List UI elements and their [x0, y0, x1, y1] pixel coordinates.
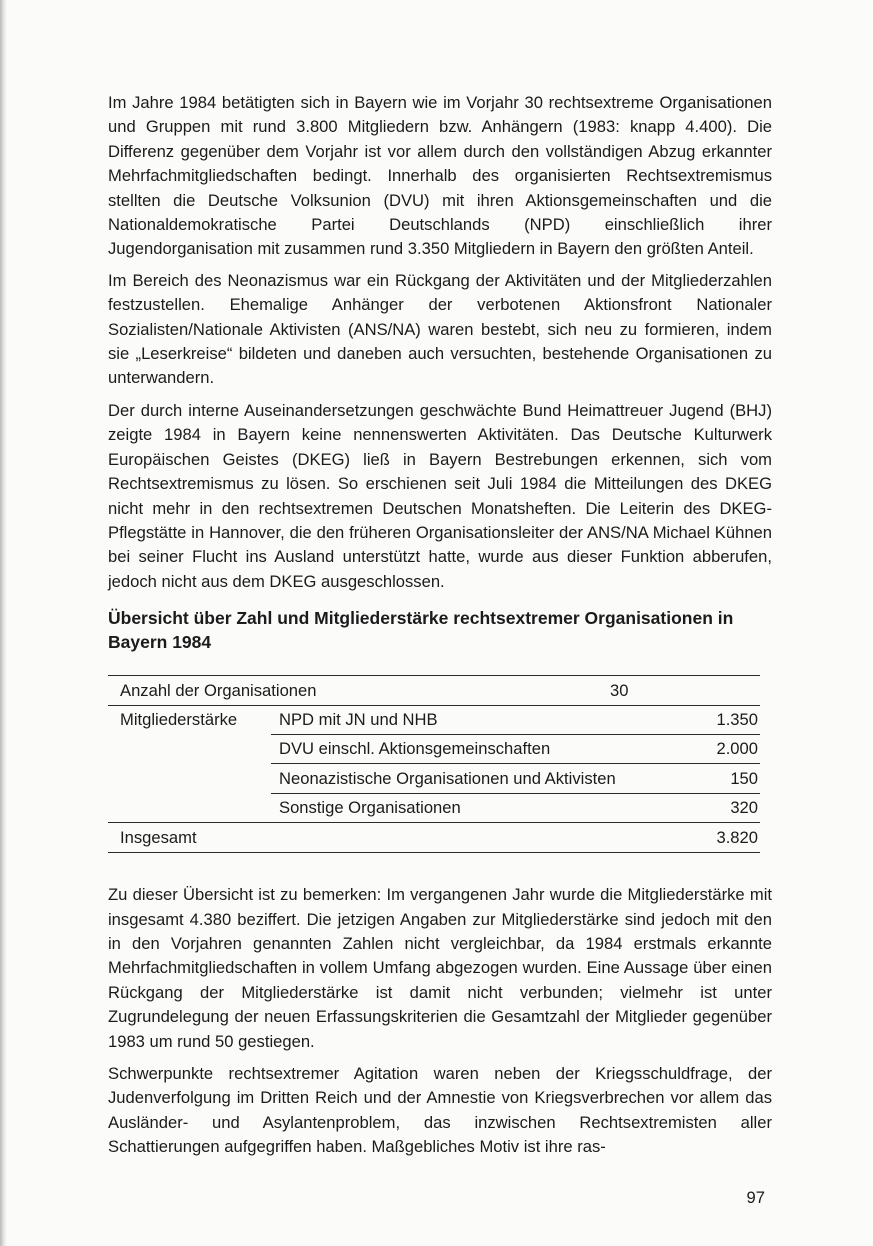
- table-rule: [108, 705, 760, 706]
- paragraph-4: Zu dieser Übersicht ist zu bemerken: Im vergangenen Jahr wurde die Mitgliederstärke mit insgesamt 4.380 beziffert. Die jetzigen Angaben zur Mitgliederstärke sind jedoch mit den in den Vorjahren genannten Zahlen nicht vergleichbar, da 1984 erstmals erkannte Mehrfachmitgliedschaften in vollem Umfang abgezogen wurden. Eine Aussage über einen Rückgang der Mitgliederstärke ist damit nicht verbunden; vielmehr ist unter Zugrundelegung der neuen Erfassungskriterien die Gesamtzahl der Mitglieder gegenüber 1983 um rund 50 gestiegen.: [108, 885, 772, 1051]
- table-rule-top: [108, 675, 760, 676]
- table-row-value: 320: [730, 798, 758, 818]
- table-row-value: 2.000: [716, 739, 758, 759]
- table-row-name: DVU einschl. Aktionsgemeinschaften: [279, 739, 551, 759]
- page-content: [108, 91, 772, 1160]
- anzahl-value: 30: [610, 681, 629, 701]
- paragraph-1: Im Jahre 1984 betätigten sich in Bayern wie im Vorjahr 30 rechtsextreme Organisationen und Gruppen mit rund 3.800 Mitgliedern bzw. Anhängern (1983: knapp 4.400). Die Differenz gegenüber dem Vorjahr ist vor allem durch den vollständigen Abzug erkannter Mehrfachmitgliedschaften bedingt. Innerhalb des organisierten Rechtsextremismus stellten die Deutsche Volksunion (DVU) mit ihren Aktionsgemeinschaften und die Nationaldemokratische Partei Deutschlands (NPD) einschließlich ihrer Jugendorganisation mit zusammen rund 3.350 Mitgliedern in Bayern den größten Anteil.: [108, 93, 772, 259]
- book-spine-shadow: [0, 0, 7, 1246]
- paragraph-3: Der durch interne Auseinandersetzungen geschwächte Bund Heimattreuer Jugend (BHJ) zeigte 1984 in Bayern keine nennenswerten Aktivitäten. Das Deutsche Kulturwerk Europäischen Geistes (DKEG) ließ in Bayern Bestrebungen erkennen, sich vom Rechtsextremismus zu lösen. So erschienen seit Juli 1984 die Mitteilungen des DKEG nicht mehr in den rechtsextremen Deutschen Monatsheften. Die Leiterin des DKEG-Pflegstätte in Hannover, die den früheren Organisationsleiter der ANS/NA Michael Kühnen bei seiner Flucht ins Ausland unterstützt hatte, wurde aus dieser Funktion abberufen, jedoch nicht aus dem DKEG ausgeschlossen.: [108, 400, 772, 591]
- mitglieder-label: Mitgliederstärke: [120, 710, 238, 730]
- organization-table: [108, 675, 772, 865]
- table-rule: [108, 822, 760, 823]
- total-label: Insgesamt: [120, 828, 197, 848]
- paragraph-5: Schwerpunkte rechtsextremer Agitation waren neben der Kriegsschuldfrage, der Judenverfolgung im Dritten Reich und der Amnestie von Kriegsverbrechen vor allem das Ausländer- und Asylantenproblem, das inzwischen Rechtsextremisten aller Schattierungen aufgegriffen haben. Maßgebliches Motiv ist ihre ras-: [108, 1063, 772, 1157]
- table-rule: [271, 763, 760, 764]
- table-rule: [271, 793, 760, 794]
- page-number: 97: [746, 1188, 765, 1207]
- section-title: Übersicht über Zahl und Mitgliederstärke rechtsextremer Organisationen in Bayern 1984: [108, 608, 734, 653]
- table-row-value: 1.350: [716, 710, 758, 730]
- table-row-name: Neonazistische Organisationen und Aktivisten: [279, 769, 616, 789]
- table-row-name: Sonstige Organisationen: [279, 798, 461, 818]
- table-row-name: NPD mit JN und NHB: [279, 710, 438, 730]
- table-row-value: 150: [730, 769, 758, 789]
- table-rule: [271, 734, 760, 735]
- table-rule-bottom: [108, 852, 760, 853]
- total-value: 3.820: [716, 828, 758, 848]
- anzahl-label: Anzahl der Organisationen: [120, 681, 317, 701]
- paragraph-2: Im Bereich des Neonazismus war ein Rückgang der Aktivitäten und der Mitgliederzahlen festzustellen. Ehemalige Anhänger der verbotenen Aktionsfront Nationaler Sozialisten/Nationale Aktivisten (ANS/NA) waren bestebt, sich neu zu formieren, indem sie „Leserkreise“ bildeten und daneben auch versuchten, bestehende Organisationen zu unterwandern.: [108, 270, 772, 388]
